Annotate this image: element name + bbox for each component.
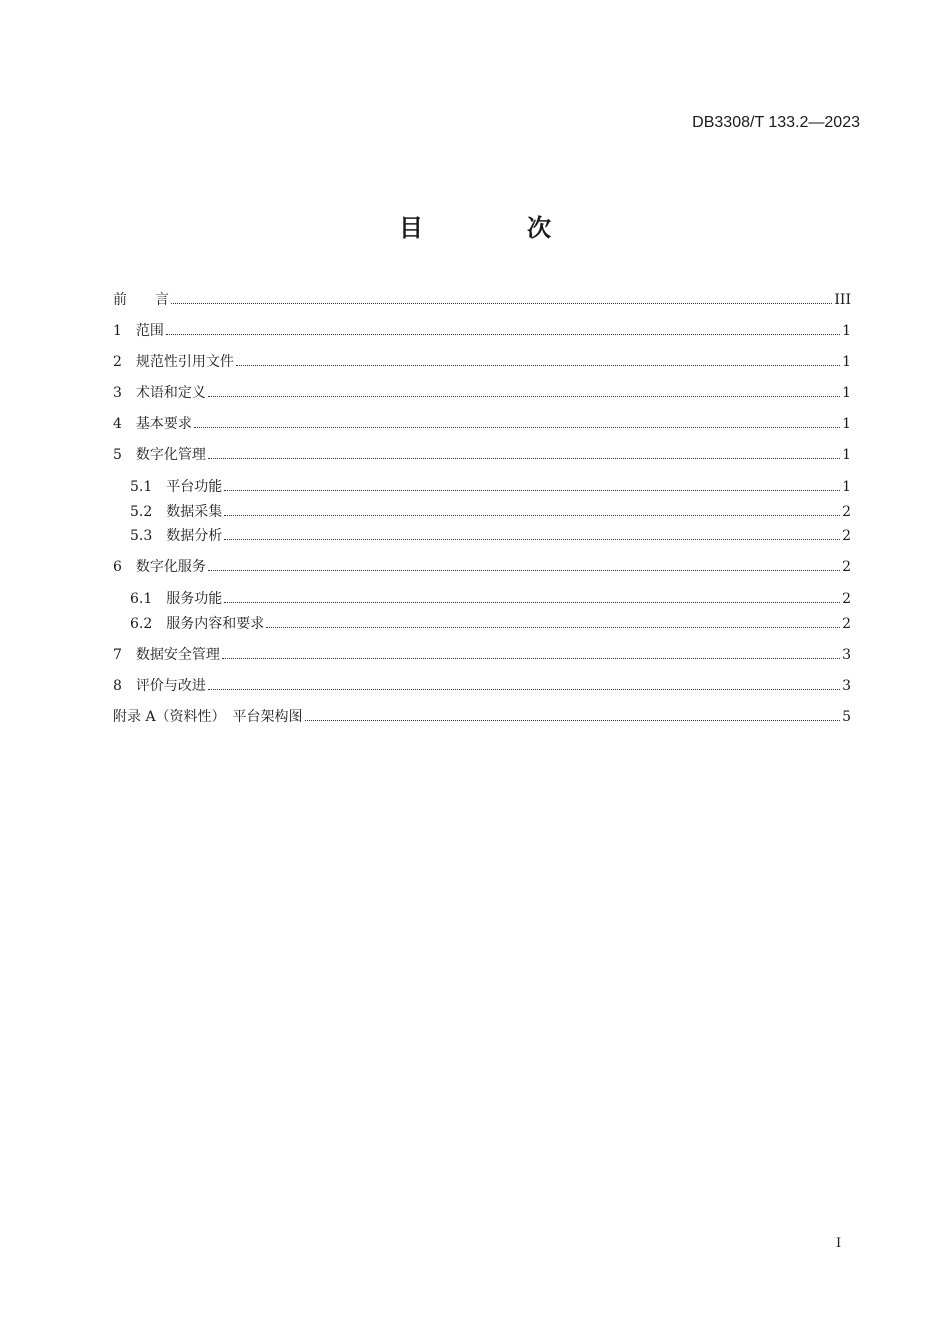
toc-leader bbox=[208, 395, 840, 397]
toc-page: 1 bbox=[842, 323, 851, 339]
toc-number: 5.3 bbox=[130, 528, 167, 544]
toc-item-5-1[interactable] bbox=[130, 477, 851, 497]
toc-item-3[interactable] bbox=[113, 383, 851, 403]
page-title: 目 次 bbox=[399, 214, 591, 242]
toc-leader bbox=[266, 626, 840, 628]
toc-leader bbox=[194, 426, 840, 428]
toc-page: 1 bbox=[842, 416, 851, 432]
toc-item-5-2[interactable] bbox=[130, 502, 851, 522]
toc-page: 1 bbox=[842, 354, 851, 370]
toc-item-2[interactable] bbox=[113, 352, 851, 372]
toc-leader bbox=[222, 657, 840, 659]
toc-page: 2 bbox=[842, 528, 851, 544]
toc-label: 数据安全管理 bbox=[135, 647, 220, 663]
toc-page: 5 bbox=[842, 709, 851, 725]
toc-number: 3 bbox=[113, 385, 136, 401]
toc-label: 数字化服务 bbox=[135, 559, 206, 575]
toc-number: 5.1 bbox=[130, 479, 167, 495]
toc-leader bbox=[224, 538, 840, 540]
toc-leader bbox=[208, 457, 840, 459]
toc-label: 服务内容和要求 bbox=[166, 616, 265, 632]
toc-number: 5 bbox=[113, 447, 136, 463]
toc-page: III bbox=[834, 292, 851, 308]
toc-number: 5.2 bbox=[130, 504, 167, 520]
toc-number: 4 bbox=[113, 416, 136, 432]
toc-item-foreword[interactable] bbox=[113, 290, 851, 310]
toc-label: 规范性引用文件 bbox=[135, 354, 234, 370]
toc-number: 8 bbox=[113, 678, 136, 694]
toc-item-8[interactable] bbox=[113, 676, 851, 696]
toc-leader bbox=[224, 601, 840, 603]
toc-page: 2 bbox=[842, 504, 851, 520]
toc-item-4[interactable] bbox=[113, 414, 851, 434]
toc-item-6-2[interactable] bbox=[130, 614, 851, 634]
toc-page: 1 bbox=[842, 385, 851, 401]
toc-label: 范围 bbox=[135, 323, 164, 339]
toc-item-7[interactable] bbox=[113, 645, 851, 665]
toc-label: 术语和定义 bbox=[135, 385, 206, 401]
toc-number: 6 bbox=[113, 559, 136, 575]
toc-label: 数据分析 bbox=[166, 528, 223, 544]
toc-item-5-3[interactable] bbox=[130, 526, 851, 546]
document-code: DB3308/T 133.2—2023 bbox=[692, 114, 860, 131]
toc-leader bbox=[171, 302, 832, 304]
toc-label: 数字化管理 bbox=[135, 447, 206, 463]
toc-page: 1 bbox=[842, 479, 851, 495]
toc-page: 3 bbox=[842, 678, 851, 694]
toc-label: 前 言 bbox=[113, 292, 169, 308]
toc-item-1[interactable] bbox=[113, 321, 851, 341]
toc-label: 基本要求 bbox=[135, 416, 192, 432]
toc-label: 附录 A（资料性） 平台架构图 bbox=[113, 709, 303, 725]
toc-number: 1 bbox=[113, 323, 136, 339]
toc-label: 评价与改进 bbox=[135, 678, 206, 694]
toc-label: 服务功能 bbox=[166, 591, 223, 607]
toc-number: 6.1 bbox=[130, 591, 167, 607]
toc-page: 1 bbox=[842, 447, 851, 463]
toc-leader bbox=[224, 514, 840, 516]
toc-leader bbox=[166, 333, 840, 335]
toc-leader bbox=[224, 489, 840, 491]
toc-item-6-1[interactable] bbox=[130, 589, 851, 609]
toc-number: 2 bbox=[113, 354, 136, 370]
toc-page: 2 bbox=[842, 559, 851, 575]
toc-item-6[interactable] bbox=[113, 557, 851, 577]
toc-item-appendix-a[interactable] bbox=[113, 707, 851, 727]
toc-number: 7 bbox=[113, 647, 136, 663]
toc-item-5[interactable] bbox=[113, 445, 851, 465]
toc-leader bbox=[208, 688, 840, 690]
toc-page: 2 bbox=[842, 616, 851, 632]
toc-page: 2 bbox=[842, 591, 851, 607]
toc-leader bbox=[236, 364, 840, 366]
toc-page: 3 bbox=[842, 647, 851, 663]
toc-leader bbox=[208, 569, 840, 571]
page-number: I bbox=[836, 1236, 842, 1251]
toc-leader bbox=[305, 719, 841, 721]
toc-label: 平台功能 bbox=[166, 479, 223, 495]
toc-label: 数据采集 bbox=[166, 504, 223, 520]
toc-number: 6.2 bbox=[130, 616, 167, 632]
